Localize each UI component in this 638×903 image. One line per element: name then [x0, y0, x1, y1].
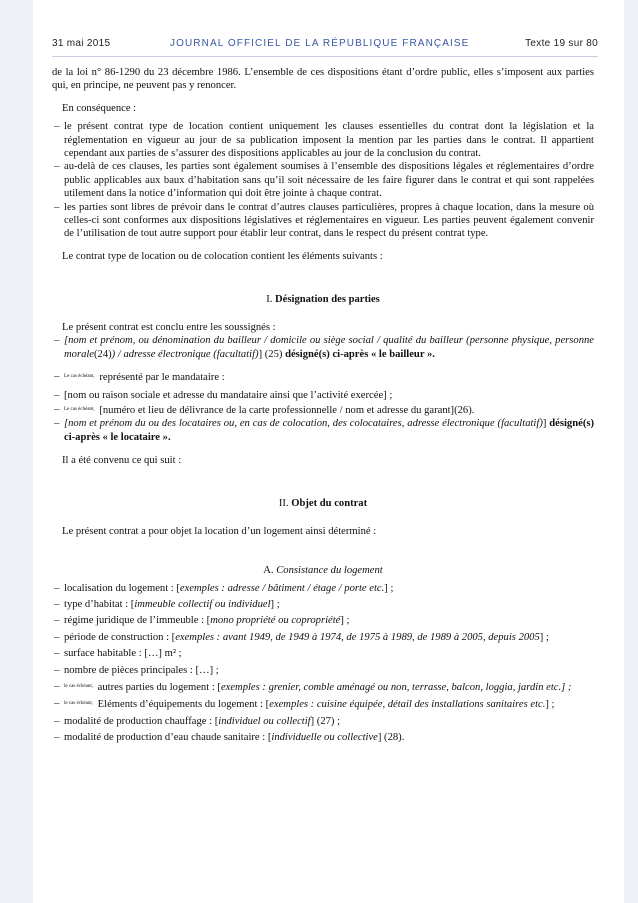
equipements-item: – $^{le cas échéant,}$ Eléments d’équipements du logement : [exemples : cuisine équipée, détail des installations sanitaires etc.] ;: [54, 698, 555, 711]
consequence-item: – au-delà de ces clauses, les parties sont également soumises à l’ensemble des dispositions légales et réglementaires d’ordre public applicables aux baux d’habitation sans qu’il soit nécessaire de les faire figurer dans le contrat et qui sont rappelées utilement dans la notice d’information qui doit être jointe à chaque contrat.: [54, 161, 594, 200]
subsection-heading-consistance: A. Consistance du logement: [263, 565, 383, 577]
locataire-item: – [nom et prénom du ou des locataires ou, en cas de colocation, des colocataires, adresse électronique (facultatif)] désigné(s) ci-après « le locataire ».: [54, 418, 594, 443]
eau-chaude-item: – modalité de production d’eau chaude sanitaire : [individuelle ou collective] (28).: [54, 732, 405, 744]
bailleur-item: – [nom et prénom, ou dénomination du bailleur / domicile ou siège social / qualité du bailleur (personne physique, personne morale(24)) / adresse électronique (facultatif)] (25) désigné(s) ci-après « le bailleur ».: [54, 335, 594, 360]
carte-pro-item: – $^{Le cas échéant,}$ [numéro et lieu de délivrance de la carte professionnelle / nom et adresse du garant](26).: [54, 403, 475, 416]
header-journal-title: JOURNAL OFFICIEL DE LA RÉPUBLIQUE FRANÇAISE: [170, 38, 470, 49]
consequence-item: – les parties sont libres de prévoir dans le contrat d’autres clauses particulières, propres à chaque location, dans la mesure où celles-ci sont conformes aux dispositions législatives et réglementaires en vigueur. Les parties peuvent également convenir de l’utilisation de tout autre support pour établir leur contrat, dans le respect du présent contrat type.: [54, 201, 594, 240]
page-header: [52, 38, 598, 52]
consequence-label: En conséquence :: [62, 102, 137, 114]
header-page-number: Texte 19 sur 80: [525, 38, 598, 49]
section-heading-objet: II. Objet du contrat: [278, 498, 368, 510]
right-margin-band: [624, 0, 638, 903]
localisation-item: – localisation du logement : [exemples : adresse / bâtiment / étage / porte etc.] ;: [54, 582, 394, 594]
objet-intro: Le présent contrat a pour objet la location d’un logement ainsi déterminé :: [62, 525, 377, 537]
section-heading-parties: I. Désignation des parties: [266, 294, 380, 306]
parties-intro: Le présent contrat est conclu entre les soussignés :: [62, 321, 276, 333]
periode-construction-item: – période de construction : [exemples : avant 1949, de 1949 à 1974, de 1975 à 1989, de 1989 à 2005, depuis 2005] ;: [54, 631, 549, 643]
mandataire-detail-item: – [nom ou raison sociale et adresse du mandataire ainsi que l’activité exercée] ;: [54, 390, 393, 402]
document-body: [52, 66, 594, 745]
pieces-item: – nombre de pièces principales : […] ;: [54, 664, 219, 676]
type-habitat-item: – type d’habitat : [immeuble collectif ou individuel] ;: [54, 598, 280, 610]
elements-intro: Le contrat type de location ou de colocation contient les éléments suivants :: [62, 250, 383, 262]
autres-parties-item: – $^{le cas échéant,}$ autres parties du logement : [exemples : grenier, comble aménagé ou non, terrasse, balcon, loggia, jardin etc.] ;: [54, 681, 572, 693]
header-date: 31 mai 2015: [52, 38, 111, 49]
header-divider: [52, 56, 598, 57]
consequence-item: – le présent contrat type de location contient uniquement les clauses essentielles du contrat dont la législation et la réglementation en vigueur au jour de sa publication imposent la mention par les parties dans le contrat. Il appartient cependant aux parties de s’assurer des dispositions applicables au jour de la conclusion du contrat.: [54, 121, 594, 160]
convenu-paragraph: Il a été convenu ce qui suit :: [62, 454, 182, 466]
regime-juridique-item: – régime juridique de l’immeuble : [mono propriété ou copropriété] ;: [54, 615, 350, 627]
intro-paragraph: de la loi n° 86-1290 du 23 décembre 1986. L’ensemble de ces dispositions étant d’ordre public, elles s’imposent aux parties qui, en principe, ne peuvent pas y renoncer.: [52, 67, 594, 92]
surface-item: – surface habitable : […] m² ;: [54, 648, 182, 660]
mandataire-item: – $^{Le cas échéant,}$ représenté par le mandataire :: [54, 370, 225, 383]
chauffage-item: – modalité de production chauffage : [individuel ou collectif] (27) ;: [54, 715, 341, 727]
left-margin-band: [0, 0, 33, 903]
